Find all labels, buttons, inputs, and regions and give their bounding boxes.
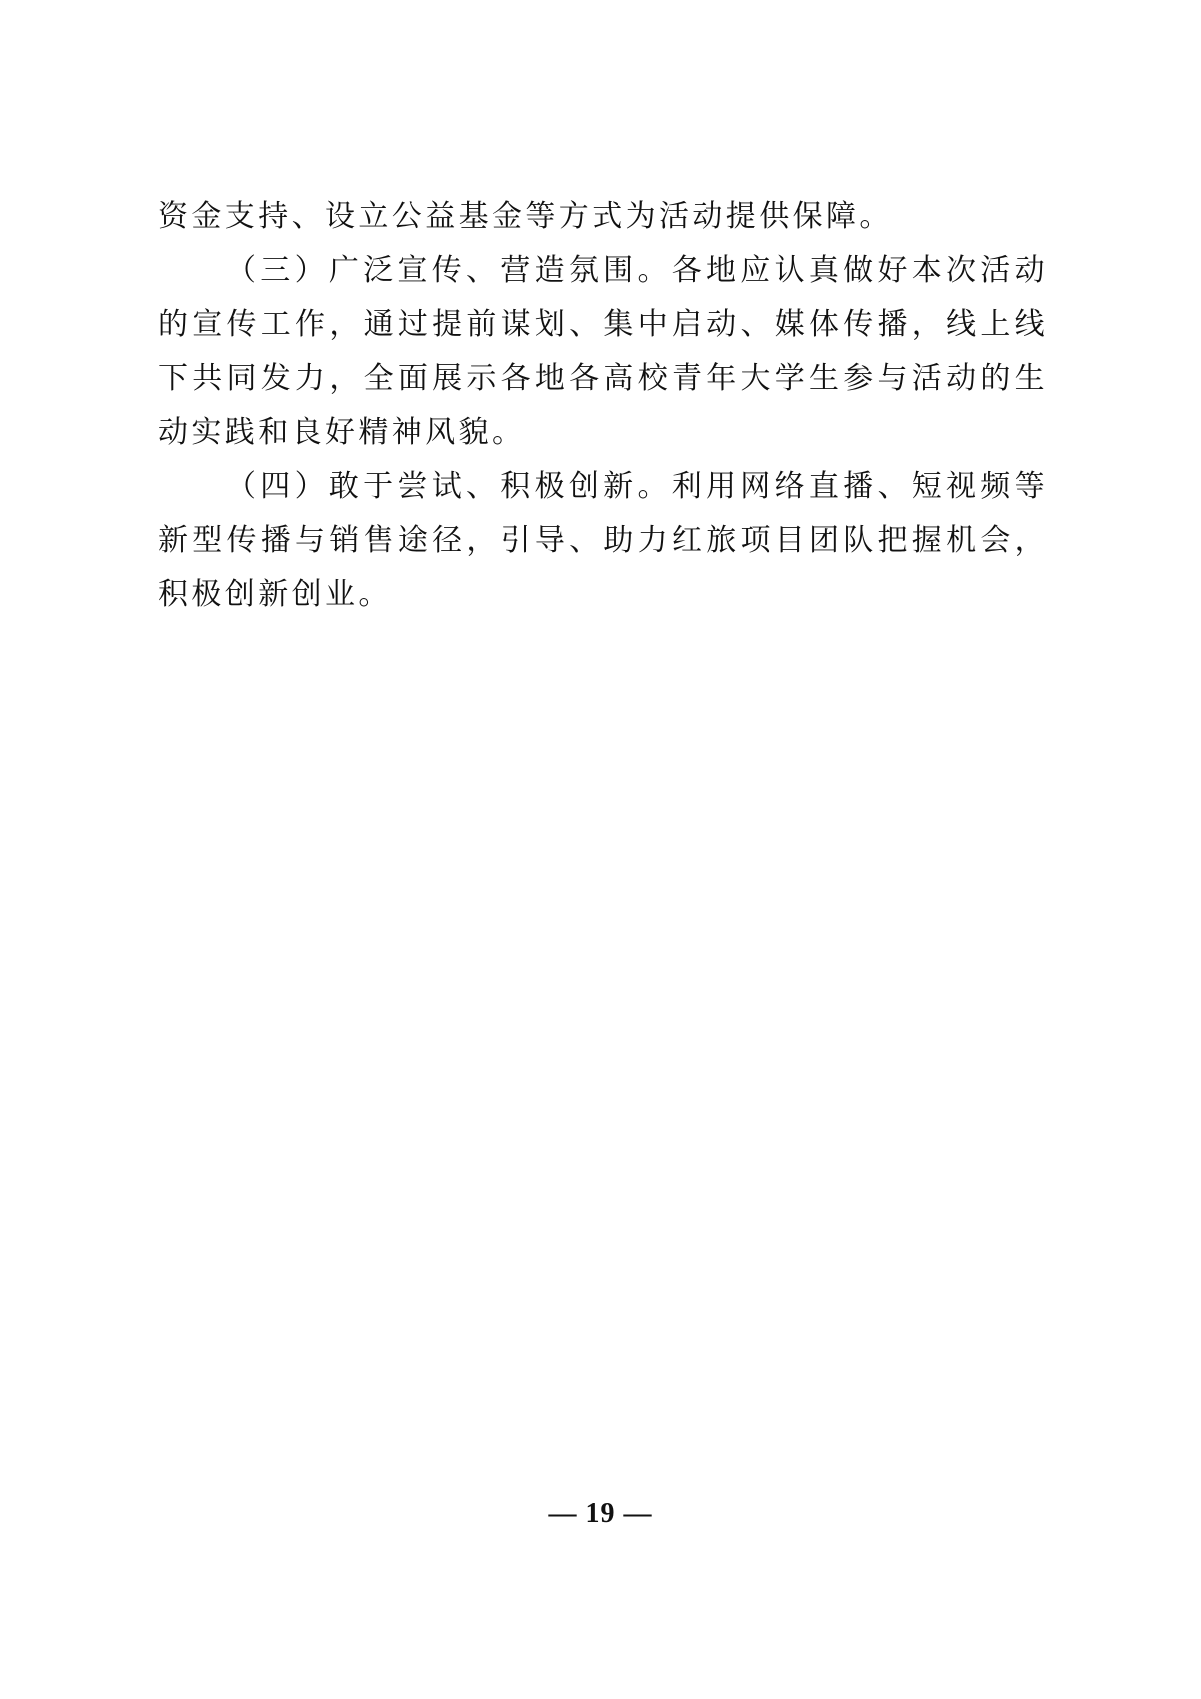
paragraph-section-3: （三）广泛宣传、营造氛围。各地应认真做好本次活动的宣传工作，通过提前谋划、集中启动、媒体传播，线上线下共同发力，全面展示各地各高校青年大学生参与活动的生动实践和良好精神风貌。 [158,253,1048,450]
paragraph-continuation: 资金支持、设立公益基金等方式为活动提供保障。 [158,199,893,234]
page-number: — 19 — [548,1498,653,1529]
document-body [158,190,1048,622]
paragraph-section-4: （四）敢于尝试、积极创新。利用网络直播、短视频等新型传播与销售途径，引导、助力红旅项目团队把握机会，积极创新创业。 [158,469,1048,612]
